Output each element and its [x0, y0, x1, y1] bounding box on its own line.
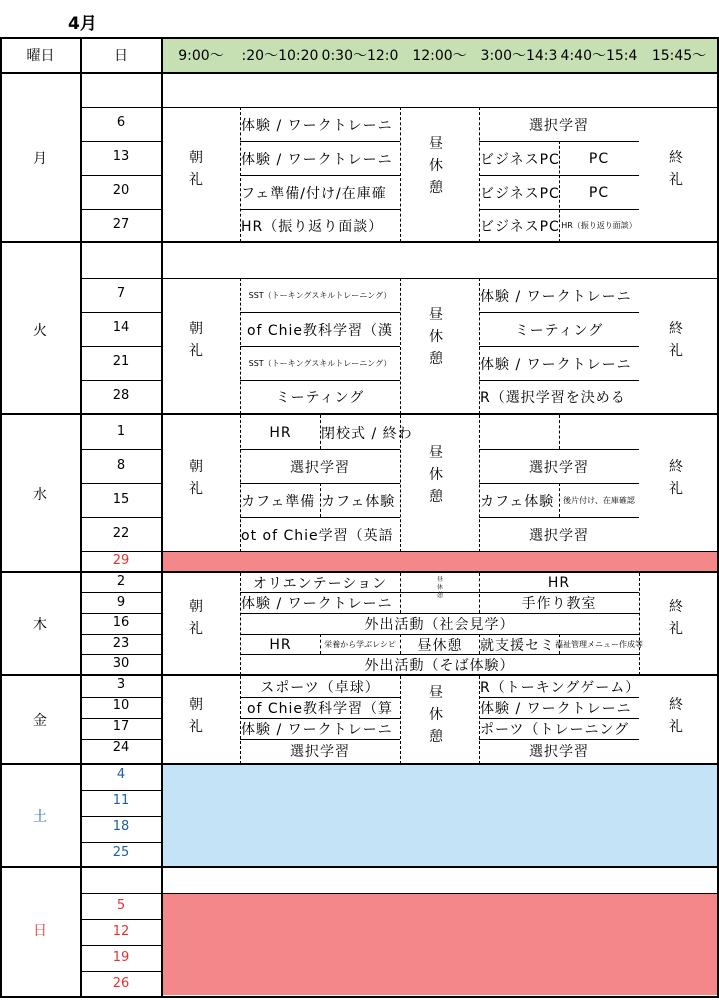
day-sat: 土 [33, 809, 47, 825]
thu-r2-pm: 手作り教室 [521, 596, 597, 612]
date-tue-4: 28 [112, 388, 130, 403]
wed-r1-am2: 閉校式 / 終わ [321, 425, 413, 442]
tue-r3-am: SST（トーキングスキルトレーニング） [248, 359, 392, 368]
date-wed-4: 22 [112, 526, 130, 541]
mon-r3-pm2: PC [588, 184, 610, 201]
tue-end: 終 礼 [669, 321, 683, 359]
day-fri: 金 [33, 713, 47, 729]
day-sun: 日 [33, 923, 47, 939]
fri-r4-pm: 選択学習 [529, 744, 589, 760]
mon-r4-am: HR（振り返り面談） [241, 218, 384, 235]
tue-r2-am: of Chie教科学習（漢 [246, 322, 394, 339]
thu-lunch-tiny: 昼 休 憩 [437, 576, 444, 599]
day-mon: 月 [33, 151, 47, 167]
fri-r3-pm: ポーツ（トレーニング [480, 722, 630, 738]
mon-r3-am: フェ準備/付け/在庫確 [241, 185, 387, 202]
date-sat-3: 18 [112, 819, 130, 834]
thu-r4-pm1: 就支援セミ [480, 637, 555, 654]
tue-r1-am: SST（トーキングスキルトレーニング） [248, 291, 392, 300]
mon-morning: 朝 礼 [189, 150, 203, 188]
tue-lunch: 昼 休 憩 [429, 307, 443, 367]
header-time-6: 4:40～15:4 [559, 38, 639, 72]
mon-r1-am: 体験 / ワークトレーニ [241, 117, 393, 134]
mon-r2-pm2: PC [588, 150, 610, 167]
tue-r3-pm: 体験 / ワークトレーニ [480, 356, 632, 373]
thu-r3-all: 外出活動（社会見学） [364, 617, 515, 633]
day-thu: 木 [33, 617, 47, 633]
thu-r4-am2: 栄養から学ぶレシピ [324, 640, 396, 649]
wed-r4-pm: 選択学習 [529, 527, 589, 544]
wed-r1-am1: HR [269, 424, 292, 441]
fri-r1-pm: R（トーキングゲーム） [480, 679, 641, 696]
date-wed-1: 1 [116, 424, 126, 439]
date-sat-4: 25 [112, 845, 130, 860]
tue-r4-am: ミーティング [275, 390, 365, 406]
header-time-1: 9:00～ [162, 38, 240, 72]
fri-lunch: 昼 休 憩 [429, 685, 443, 745]
header-weekday: 曜日 [26, 48, 55, 64]
fri-r4-am: 選択学習 [290, 744, 350, 760]
tue-r1-pm: 体験 / ワークトレーニ [480, 288, 632, 305]
thu-r2-am: 体験 / ワークトレーニ [241, 596, 393, 612]
thu-r4-am1: HR [269, 636, 292, 653]
mon-r2-pm1: ビジネスPC [480, 151, 560, 168]
date-mon-3: 20 [112, 183, 130, 198]
header-time-4: 12:00～ [400, 38, 479, 72]
date-mon-1: 6 [116, 115, 126, 130]
tue-morning: 朝 礼 [189, 321, 203, 359]
date-thu-3: 16 [112, 615, 130, 630]
wed-r3-am1: カフェ準備 [241, 493, 316, 510]
mon-r3-pm1: ビジネスPC [480, 185, 560, 202]
date-fri-2: 10 [112, 698, 130, 713]
date-mon-2: 13 [112, 149, 130, 164]
header-time-3: 0:30～12:0 [320, 38, 400, 72]
header-time-2: :20～10:20 [240, 38, 320, 72]
wed-r4-am: ot of Chie学習（英語 [241, 527, 394, 544]
saturday-fill [162, 764, 719, 866]
day-tue: 火 [33, 323, 47, 339]
date-thu-4: 23 [112, 636, 130, 651]
date-sun-4: 26 [112, 976, 130, 991]
tue-r4-pm: R（選択学習を決める [480, 390, 626, 406]
date-sun-2: 12 [112, 924, 130, 939]
date-tue-1: 7 [116, 286, 126, 301]
day-wed: 水 [33, 487, 47, 503]
holiday-fill-29 [162, 552, 719, 571]
thu-r4-lunch: 昼休憩 [417, 637, 463, 654]
header-time-5: 3:00～14:3 [479, 38, 559, 72]
date-fri-1: 3 [116, 677, 126, 692]
date-sun-1: 5 [116, 898, 126, 913]
mon-r4-pm2: HR（振り返り面談） [561, 221, 637, 230]
wed-morning: 朝 礼 [189, 459, 203, 497]
date-tue-2: 14 [112, 320, 130, 335]
sunday-fill [162, 893, 719, 995]
date-thu-2: 9 [116, 595, 126, 610]
date-sun-3: 19 [112, 950, 130, 965]
date-sat-2: 11 [112, 793, 130, 808]
wed-r2-am: 選択学習 [290, 459, 350, 476]
mon-r2-am: 体験 / ワークトレーニ [241, 151, 393, 168]
date-wed-5: 29 [112, 553, 130, 568]
fri-r1-am: スポーツ（卓球） [260, 679, 380, 696]
thu-r5-all: 外出活動（そば体験） [364, 657, 515, 674]
wed-end: 終 礼 [669, 459, 683, 497]
date-wed-2: 8 [116, 458, 126, 473]
fri-r3-am: 体験 / ワークトレーニ [241, 722, 393, 738]
fri-morning: 朝 礼 [189, 697, 203, 735]
mon-r1-pm: 選択学習 [529, 117, 589, 134]
mon-lunch: 昼 休 憩 [429, 136, 443, 196]
wed-r3-pm2: 後片付け、在庫確認 [563, 496, 635, 505]
thu-r4-pm2: 福祉管理メニュー作成等 [555, 640, 643, 649]
date-thu-5: 30 [112, 656, 130, 671]
fri-r2-am: of Chie教科学習（算 [246, 701, 394, 717]
header-day: 日 [114, 48, 128, 64]
date-sat-1: 4 [116, 767, 126, 782]
tue-r2-pm: ミーティング [514, 322, 604, 339]
header-time-7: 15:45～ [639, 38, 719, 72]
wed-r3-pm1: カフェ体験 [480, 493, 555, 510]
wed-lunch: 昼 休 憩 [429, 445, 443, 505]
fri-r2-pm: 体験 / ワークトレーニ [480, 701, 632, 717]
date-tue-3: 21 [112, 354, 130, 369]
wed-r2-pm: 選択学習 [529, 459, 589, 476]
thu-r1-pm: HR [547, 574, 571, 591]
thu-morning: 朝 礼 [189, 599, 203, 637]
date-fri-4: 24 [112, 740, 130, 755]
date-wed-3: 15 [112, 492, 130, 507]
thu-r1-am: オリエンテーション [252, 575, 388, 592]
mon-end: 終 礼 [669, 150, 683, 188]
thu-end: 終 礼 [669, 599, 683, 637]
wed-r3-am2: カフェ体験 [321, 493, 396, 510]
date-fri-3: 17 [112, 719, 130, 734]
fri-end: 終 礼 [669, 697, 683, 735]
mon-r4-pm1: ビジネスPC [480, 218, 560, 235]
date-mon-4: 27 [112, 217, 130, 232]
date-thu-1: 2 [116, 574, 126, 589]
month-title: 4月 [68, 14, 97, 34]
